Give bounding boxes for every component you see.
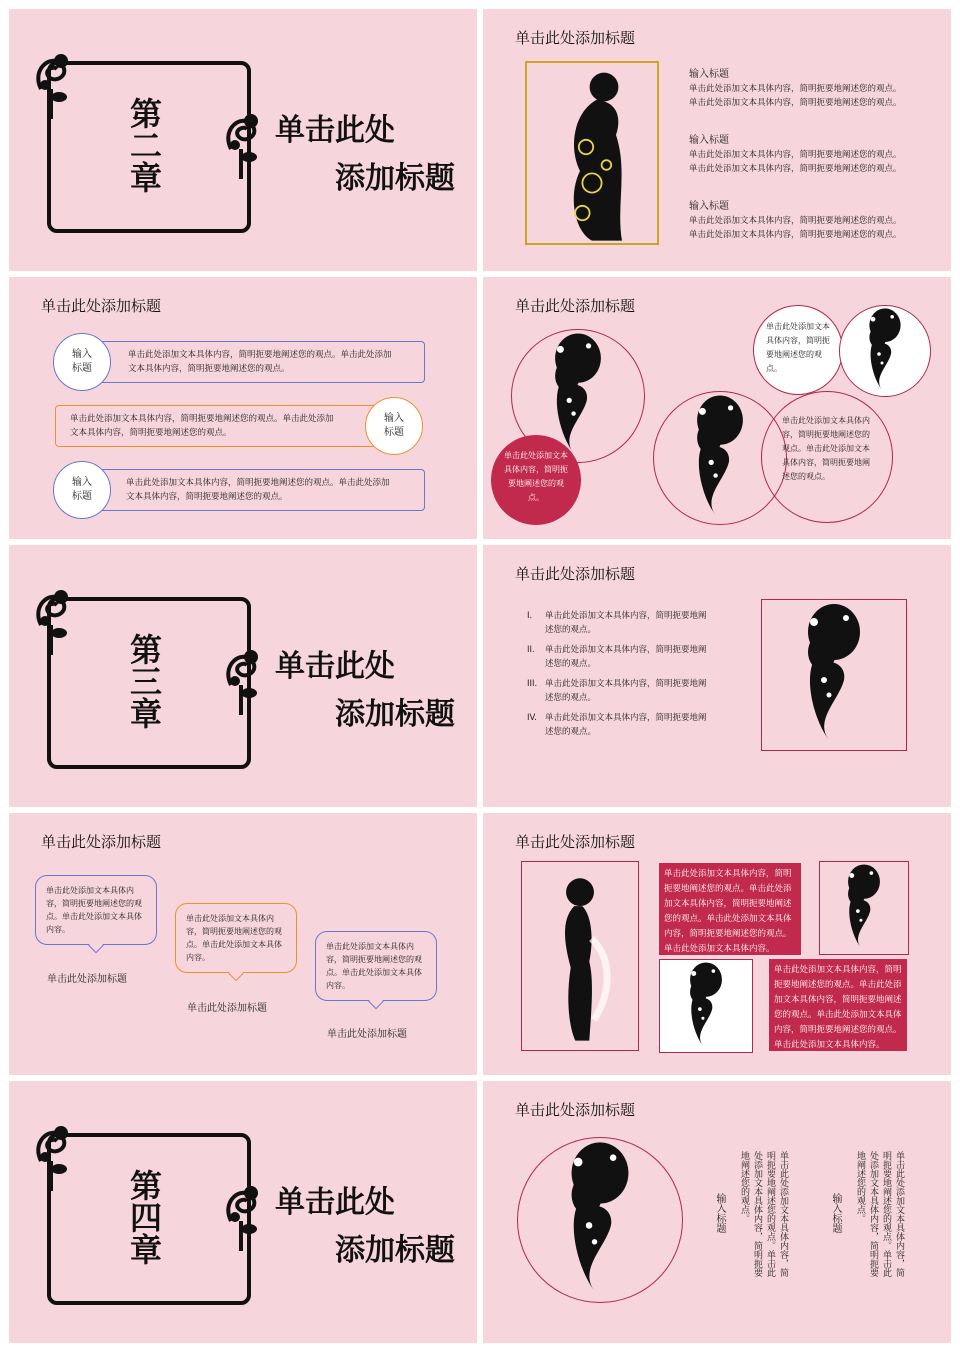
text-circle[interactable]: 单击此处添加文本具体内容，简明扼要地阐述您的观点。单击此处添加文本具体内容，简明扼要地阐述您的观点。 (761, 391, 893, 523)
floral-ornament-icon (221, 645, 271, 735)
circle-text[interactable]: 输入 (72, 349, 92, 360)
image-frame (521, 861, 639, 1051)
list-number: II. (527, 645, 535, 655)
speech-bubble[interactable]: 单击此处添加文本具体内容，简明扼要地阐述您的观点。单击此处添加文本具体内容。 (175, 903, 297, 973)
list-item (523, 643, 753, 677)
chapter-number: 第三章 (125, 633, 163, 729)
slide-bubbles (9, 813, 477, 1075)
row-text[interactable]: 文本具体内容，简明扼要地阐述您的观点。 (70, 428, 232, 438)
slide-title-line1[interactable]: 单击此处 (275, 113, 395, 148)
bubble-caption[interactable]: 单击此处添加标题 (327, 1029, 407, 1040)
slide-title[interactable]: 单击此处添加标题 (41, 297, 162, 315)
list-text[interactable]: 单击此处添加文本具体内容，简明扼要地阐 (545, 611, 707, 621)
pill-row (55, 405, 401, 447)
row-text[interactable]: 单击此处添加文本具体内容，简明扼要地阐述您的观点。单击此处添加 (126, 478, 390, 488)
woman-silhouette-icon (840, 306, 930, 396)
list-text[interactable]: 述您的观点。 (545, 727, 597, 737)
floral-ornament-icon (221, 1181, 271, 1271)
item-text[interactable]: 单击此处添加文本具体内容，简明扼要地阐述您的观点。 (689, 98, 902, 108)
floral-ornament-icon (31, 1121, 81, 1211)
circle-text[interactable]: 标题 (72, 491, 92, 502)
circle-text[interactable]: 输入 (384, 413, 404, 424)
slide-title-line2[interactable]: 添加标题 (335, 161, 455, 196)
item-heading[interactable]: 输入标题 (689, 135, 729, 146)
slide-gallery (483, 813, 951, 1075)
floral-ornament-icon (31, 585, 81, 675)
image-frame (659, 959, 753, 1053)
red-text-box[interactable]: 单击此处添加文本具体内容，简明扼要地阐述您的观点。单击此处添加文本具体内容，简明扼要地阐述您的观点。单击此处添加文本具体内容，简明扼要地阐述您的观点。单击此处添加文本具体内容。 (659, 863, 801, 955)
item-text[interactable]: 单击此处添加文本具体内容，简明扼要地阐述您的观点。 (689, 84, 902, 94)
floral-ornament-icon (31, 49, 81, 139)
slide-title-line1[interactable]: 单击此处 (275, 649, 395, 684)
list-number: IV. (527, 713, 537, 723)
chapter-number: 第二章 (125, 97, 163, 193)
slide-chapter-3 (9, 545, 477, 807)
list-item (523, 677, 753, 711)
circle-text[interactable]: 标题 (72, 363, 92, 374)
slide-title-line2[interactable]: 添加标题 (335, 697, 455, 732)
label-circle (53, 333, 111, 391)
numbered-list (523, 609, 753, 745)
row-text[interactable]: 文本具体内容，简明扼要地阐述您的观点。 (128, 364, 290, 374)
text-circle[interactable]: 单击此处添加文本具体内容，简明扼要地阐述您的观点。 (753, 305, 843, 395)
list-number: I. (527, 611, 533, 621)
list-text[interactable]: 单击此处添加文本具体内容，简明扼要地阐 (545, 713, 707, 723)
slide-title[interactable]: 单击此处添加标题 (515, 833, 636, 851)
slide-chapter-4 (9, 1081, 477, 1343)
item-text[interactable]: 单击此处添加文本具体内容，简明扼要地阐述您的观点。 (689, 150, 902, 160)
text-item (689, 197, 939, 242)
floral-ornament-icon (221, 109, 271, 199)
list-text[interactable]: 单击此处添加文本具体内容，简明扼要地阐 (545, 645, 707, 655)
slide-title-line1[interactable]: 单击此处 (275, 1185, 395, 1220)
bubble-caption[interactable]: 单击此处添加标题 (47, 974, 127, 985)
label-circle (53, 461, 111, 519)
item-text[interactable]: 单击此处添加文本具体内容，简明扼要地阐述您的观点。 (689, 216, 902, 226)
text-item (689, 131, 939, 176)
item-heading[interactable]: 输入标题 (689, 69, 729, 80)
image-frame (525, 61, 659, 245)
pill-row (79, 469, 425, 511)
slide-chapter-2 (9, 9, 477, 271)
slide-vertical-text (483, 1081, 951, 1343)
list-text[interactable]: 述您的观点。 (545, 693, 597, 703)
red-text-box[interactable]: 单击此处添加文本具体内容，简明扼要地阐述您的观点。单击此处添加文本具体内容，简明扼要地阐述您的观点。单击此处添加文本具体内容，简明扼要地阐述您的观点。单击此处添加文本具体内容。 (769, 959, 907, 1051)
slide-title-line2[interactable]: 添加标题 (335, 1233, 455, 1268)
row-text[interactable]: 文本具体内容，简明扼要地阐述您的观点。 (126, 492, 288, 502)
list-number: III. (527, 679, 538, 689)
pill-row (79, 341, 425, 383)
bubble-caption[interactable]: 单击此处添加标题 (187, 1003, 267, 1014)
label-circle (365, 397, 423, 455)
column-heading[interactable]: 输入标题 (830, 1193, 841, 1233)
red-text-circle[interactable]: 单击此处添加文本具体内容，简明扼要地阐述您的观点。 (491, 435, 581, 525)
circle-text[interactable]: 输入 (72, 477, 92, 488)
slide-list-with-image (483, 9, 951, 271)
slide-pill-list (9, 277, 477, 539)
slide-title[interactable]: 单击此处添加标题 (41, 833, 162, 851)
slide-title[interactable]: 单击此处添加标题 (515, 565, 636, 583)
item-text[interactable]: 单击此处添加文本具体内容，简明扼要地阐述您的观点。 (689, 230, 902, 240)
column-heading[interactable]: 输入标题 (714, 1193, 725, 1233)
woman-silhouette-icon (660, 960, 752, 1052)
column-text[interactable]: 单击此处添加文本具体内容，简明扼要地阐述您的观点。单击此处添加文本具体内容，简明扼要地阐述您的观点。 (855, 1151, 904, 1277)
speech-bubble[interactable]: 单击此处添加文本具体内容，简明扼要地阐述您的观点。单击此处添加文本具体内容。 (35, 875, 157, 945)
circle-text[interactable]: 标题 (384, 427, 404, 438)
row-text[interactable]: 单击此处添加文本具体内容，简明扼要地阐述您的观点。单击此处添加 (128, 350, 392, 360)
woman-silhouette-icon (762, 600, 906, 750)
list-text[interactable]: 述您的观点。 (545, 625, 597, 635)
speech-bubble[interactable]: 单击此处添加文本具体内容，简明扼要地阐述您的观点。单击此处添加文本具体内容。 (315, 931, 437, 1001)
chapter-number: 第四章 (125, 1169, 163, 1265)
slide-title[interactable]: 单击此处添加标题 (515, 1101, 636, 1119)
item-heading[interactable]: 输入标题 (689, 201, 729, 212)
list-item (523, 609, 753, 643)
column-text[interactable]: 单击此处添加文本具体内容，简明扼要地阐述您的观点。单击此处添加文本具体内容，简明扼要地阐述您的观点。 (739, 1151, 788, 1277)
slide-title[interactable]: 单击此处添加标题 (515, 29, 636, 47)
woman-silhouette-icon (820, 862, 908, 954)
item-text[interactable]: 单击此处添加文本具体内容，简明扼要地阐述您的观点。 (689, 164, 902, 174)
row-text[interactable]: 单击此处添加文本具体内容，简明扼要地阐述您的观点。单击此处添加 (70, 414, 334, 424)
list-text[interactable]: 单击此处添加文本具体内容，简明扼要地阐 (545, 679, 707, 689)
woman-silhouette-icon (518, 1138, 682, 1302)
slide-numbered-list (483, 545, 951, 807)
image-circle (839, 305, 931, 397)
image-frame (761, 599, 907, 751)
slide-circles (483, 277, 951, 539)
image-circle (517, 1137, 683, 1303)
text-item (689, 65, 939, 110)
list-item (523, 711, 753, 745)
image-frame (819, 861, 909, 955)
woman-silhouette-icon (522, 862, 638, 1050)
list-text[interactable]: 述您的观点。 (545, 659, 597, 669)
slide-title[interactable]: 单击此处添加标题 (515, 297, 636, 315)
woman-silhouette-icon (527, 63, 657, 243)
